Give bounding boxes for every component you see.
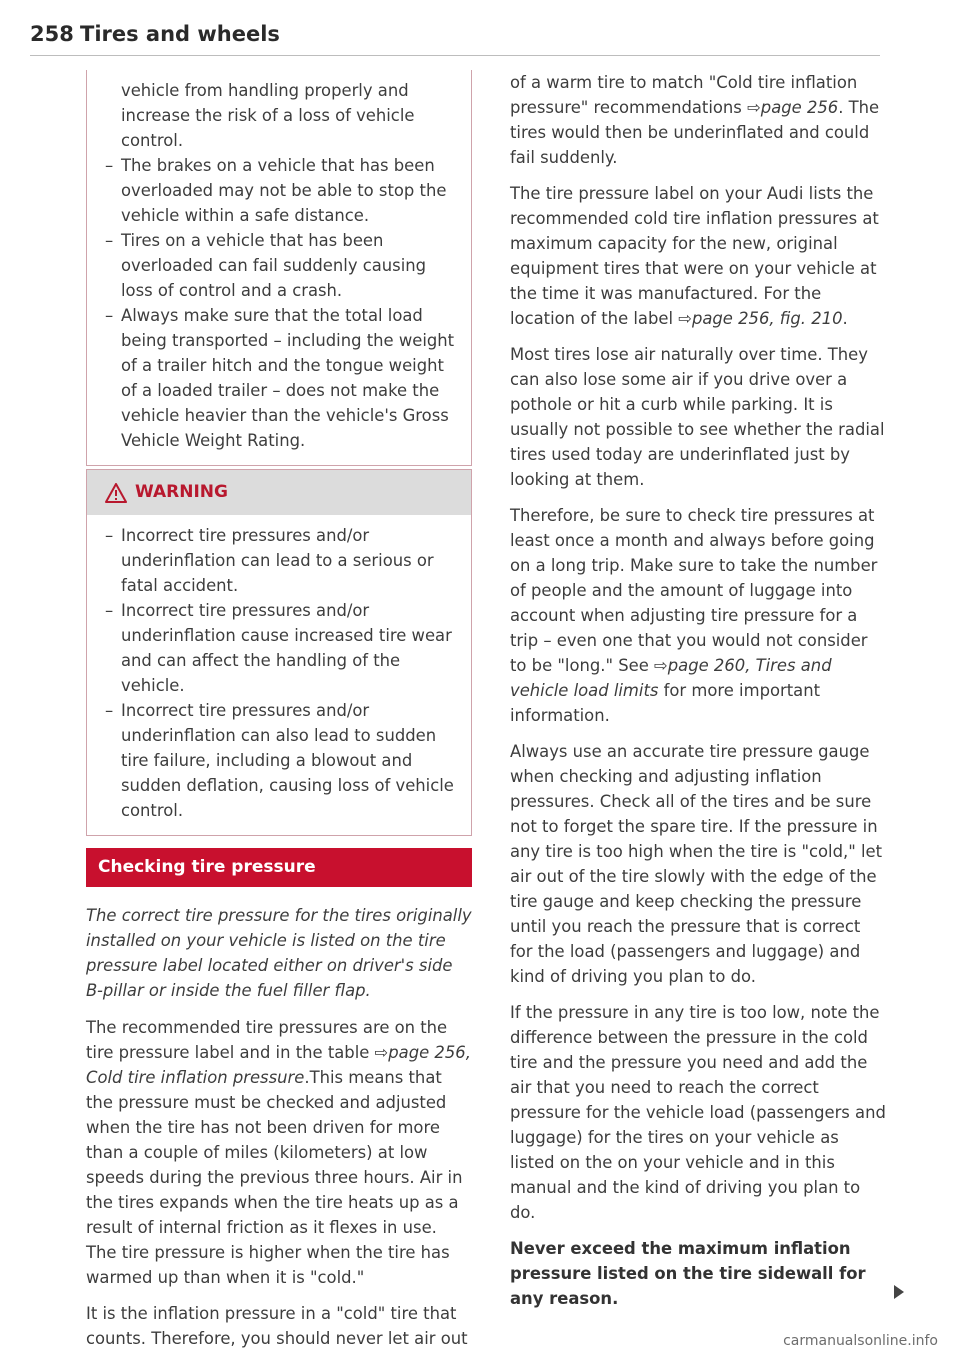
paragraph <box>510 503 886 728</box>
text: . <box>842 309 848 328</box>
arrow-icon: ⇨ <box>678 309 692 328</box>
text: The tire pressure label on your Audi lists the recommended cold tire inflation pressures at maximum capacity for the new, original equipment tires that were on your vehicle at the time it was manufactured. For the location of the label <box>510 184 879 328</box>
paragraph: If the pressure in any tire is too low, note the difference between the pressure in the cold tire and the pressure you need and add the air that you need to reach the correct pressure for the vehicle load (passengers and luggage) for the tires on your vehicle as listed on the on your vehicle and in this manual and the kind of driving you plan to do. <box>510 1003 886 1222</box>
note-box <box>86 70 472 466</box>
text: Therefore, be sure to check tire pressures at least once a month and always before going on a long trip. Make sure to take the number of people and the amount of luggage into account when adjusting tire pressure for a trip – even one that you would not consider to be "long." See <box>510 506 878 675</box>
page-reference-link[interactable]: page 256, Cold tire inflation pressure <box>86 1043 471 1087</box>
page-title: Tires and wheels <box>80 22 280 46</box>
warning-bullet: – Incorrect tire pressures and/or underinflation cause increased tire wear and can affect the handling of the vehicle. <box>105 598 461 698</box>
section-heading: Checking tire pressure <box>86 848 472 887</box>
text: for more important information. <box>510 681 821 725</box>
paragraph <box>510 181 886 331</box>
warning-box <box>86 469 472 836</box>
note-bullet: – Tires on a vehicle that has been overloaded can fail suddenly causing loss of control and a crash. <box>105 228 461 303</box>
paragraph <box>510 70 886 170</box>
paragraph <box>86 1015 472 1290</box>
text: . The tires would then be underinflated and could fail suddenly. <box>510 98 880 167</box>
watermark: carmanualsonline.info <box>783 1333 938 1349</box>
warning-body <box>87 515 471 835</box>
arrow-icon: ⇨ <box>654 656 668 675</box>
arrow-icon: ⇨ <box>747 98 761 117</box>
paragraph: Most tires lose air naturally over time. They can also lose some air if you drive over a pothole or hit a curb while parking. It is usually not possible to see whether the radial tires used today are underinflated just by looking at them. <box>510 345 885 489</box>
paragraph: It is the inflation pressure in a "cold" tire that counts. Therefore, you should never let air out <box>86 1304 468 1348</box>
text: of a warm tire to match "Cold tire inflation pressure" recommendations <box>510 73 858 117</box>
continue-arrow-icon <box>894 1285 904 1299</box>
warning-label: WARNING <box>135 482 228 502</box>
page-reference-link[interactable]: page 256 <box>760 98 839 117</box>
text: The recommended tire pressures are on the tire pressure label and in the table <box>86 1018 448 1062</box>
bold-warning-note: Never exceed the maximum inflation pressure listed on the tire sidewall for any reason. <box>510 1239 866 1308</box>
page-reference-link[interactable]: page 260, Tires and vehicle load limits <box>510 656 832 700</box>
section-intro: The correct tire pressure for the tires originally installed on your vehicle is listed on the tire pressure label located either on driver's side B-pillar or inside the fuel filler flap. <box>86 906 472 1000</box>
page-reference-link[interactable]: page 256, fig. 210 <box>691 309 843 328</box>
arrow-icon: ⇨ <box>374 1043 389 1062</box>
header-divider <box>30 55 880 56</box>
text: .This means that the pressure must be checked and adjusted when the tire has not been driven for more than a couple of miles (kilometers) at low speeds during the previous three hours. Air in the tires expands when the tire heats up as a result of internal friction as it flexes in use. The tire pressure is higher when the tire has warmed up than when it is "cold." <box>86 1068 463 1287</box>
warning-header <box>87 470 471 515</box>
warning-bullet: – Incorrect tire pressures and/or underinflation can lead to a serious or fatal accident. <box>105 523 461 598</box>
left-column <box>86 70 472 1362</box>
note-bullet: – The brakes on a vehicle that has been overloaded may not be able to stop the vehicle within a safe distance. <box>105 153 461 228</box>
warning-triangle-icon <box>105 483 127 503</box>
note-continuation: vehicle from handling properly and increase the risk of a loss of vehicle control. <box>121 81 415 150</box>
warning-bullet: – Incorrect tire pressures and/or underinflation can also lead to sudden tire failure, including a blowout and sudden deflation, causing loss of vehicle control. <box>105 698 461 823</box>
page-number: 258 <box>30 22 74 46</box>
right-column <box>510 70 886 1322</box>
note-bullet: – Always make sure that the total load being transported – including the weight of a trailer hitch and the tongue weight of a loaded trailer – does not make the vehicle heavier than the vehicle's Gross Vehicle Weight Rating. <box>105 303 461 453</box>
paragraph: Always use an accurate tire pressure gauge when checking and adjusting inflation pressures. Check all of the tires and be sure not to forget the spare tire. If the pressure in any tire is too high when the tire is "cold," let air out of the tire slowly with the edge of the tire gauge and keep checking the pressure until you reach the pressure that is correct for the load (passengers and luggage) and kind of driving you plan to do. <box>510 742 883 986</box>
page-header <box>30 22 880 54</box>
